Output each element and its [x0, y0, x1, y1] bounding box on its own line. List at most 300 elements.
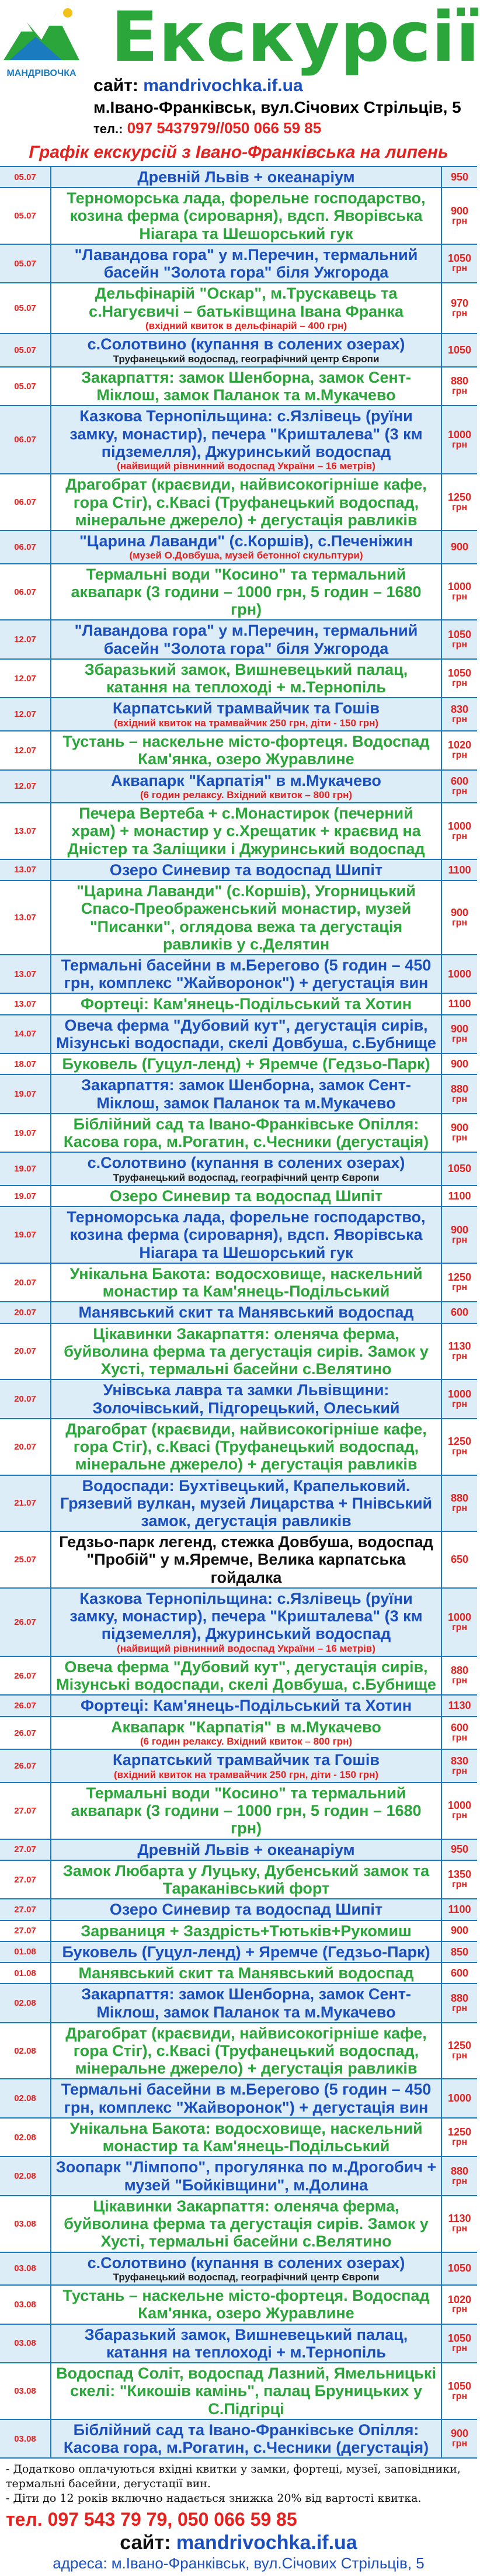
tour-description [51, 2196, 441, 2252]
tour-price [441, 283, 477, 333]
tour-price [441, 531, 477, 563]
price-value: 900 [450, 541, 469, 553]
tour-title[interactable]: Драгобрат (краєвиди, найвисокогірніше кафе, гора Стіг), с.Квасі (Труфанецький водоспад, мінеральне джерело) + дегустація равликів [65, 2024, 427, 2078]
tour-title[interactable]: Термальні води "Косино" та термальний аквапарк (3 години – 1000 грн, 5 годин – 1680 грн) [71, 1784, 422, 1837]
price-currency: грн [451, 678, 468, 689]
tour-date: 06.07 [0, 406, 51, 473]
price-value: 900 [450, 204, 469, 217]
note: - Додатково оплачуються вхідні квитки у замки, фортеці, музеї, заповідники, термальні басейни, дегустації вин. [6, 2463, 461, 2490]
price-currency: грн [451, 2051, 468, 2061]
tour-price [441, 771, 477, 803]
tour-description [51, 660, 441, 697]
tour-date: 19.07 [0, 1075, 51, 1112]
price-value: 970 [450, 297, 469, 309]
price-value: 1000 [447, 2092, 472, 2105]
tour-title[interactable]: Цікавинки Закарпаття: оленяча ферма, буйволина ферма та дегустація сирів. Замок у Хусті, термальні басейни с.Велятино [64, 2197, 429, 2251]
tour-date: 27.07 [0, 1783, 51, 1839]
tour-date: 26.07 [0, 1717, 51, 1749]
table-row [0, 1532, 477, 1589]
tour-description [51, 1963, 441, 1983]
table-row [0, 771, 477, 804]
tour-price [441, 1861, 477, 1898]
tour-date: 12.07 [0, 698, 51, 730]
price-currency: грн [451, 1133, 468, 1143]
phone-label: тел.: [93, 122, 123, 136]
tour-date: 20.07 [0, 1264, 51, 1301]
tour-title[interactable]: Терноморська лада, форельне господарство, козина ферма (сироварня), вдсп. Яворівська Ніагара та Шешорський гук [67, 1208, 426, 1261]
price-value: 1250 [447, 2126, 472, 2138]
tour-date: 01.08 [0, 1942, 51, 1962]
tour-description [51, 531, 441, 563]
footer-phone [6, 2509, 471, 2530]
tour-date: 26.07 [0, 1696, 51, 1715]
tour-date: 02.08 [0, 2023, 51, 2079]
price-currency: грн [451, 2224, 468, 2234]
tour-description [51, 188, 441, 244]
tour-title[interactable]: Тустань – наскельне місто-фортеця. Водоспад Кам'янка, озеро Журавлине [62, 733, 430, 768]
table-row [0, 1717, 477, 1750]
price-currency: грн [451, 1235, 468, 1245]
tour-date: 05.07 [0, 283, 51, 333]
tour-date: 20.07 [0, 1302, 51, 1322]
price-value: 600 [450, 1722, 469, 1734]
tour-description [51, 1783, 441, 1839]
phone-line [93, 119, 321, 137]
tour-title[interactable]: Термальні басейни в м.Берегово (5 годин – 450 грн, комплекс "Жайворонок") + дегустація вин [61, 2081, 432, 2116]
tour-title[interactable]: с.Солотвино (купання в солених озерах) [87, 2253, 405, 2272]
table-row [0, 698, 477, 731]
tour-description [51, 1921, 441, 1941]
table-row [0, 881, 477, 955]
tour-description [51, 1075, 441, 1112]
tour-title[interactable]: Зоопарк "Лімпопо", прогулянка по м.Дрогобич + музей "Бойківщини", м.Долина [55, 2158, 437, 2194]
price-currency: грн [451, 2176, 468, 2186]
tour-date: 20.07 [0, 1380, 51, 1417]
tour-price [441, 1717, 477, 1749]
tour-title[interactable]: Збаразький замок, Вишневецький палац, катання на теплоході + м.Тернопіль [84, 2325, 408, 2361]
tour-title[interactable]: Манявський скит та Манявський водоспад [78, 1964, 414, 1982]
tour-date: 27.07 [0, 1899, 51, 1919]
tour-title[interactable]: Аквапарк "Карпатія" в м.Мукачево [111, 771, 381, 789]
tour-description [51, 620, 441, 658]
tour-price [441, 2023, 477, 2079]
footer-site [6, 2532, 471, 2554]
tour-title[interactable]: Печера Вертеба + с.Монастирок (печерний храм) + монастир у с.Хрещатик + краєвид на Дністер та Заліщики і Джуринський водоспад [67, 805, 425, 858]
note: - Діти до 12 років включно надається знижка 20% від вартості квитка. [6, 2491, 422, 2505]
tour-description [51, 564, 441, 620]
tour-title[interactable]: с.Солотвино (купання в солених озерах) [87, 1154, 405, 1172]
tour-date: 05.07 [0, 167, 51, 187]
price-currency: грн [451, 750, 468, 761]
footer-phone-numbers[interactable]: 097 543 79 79, 050 066 59 85 [47, 2509, 297, 2530]
price-currency: грн [451, 2137, 468, 2148]
tour-date: 18.07 [0, 1054, 51, 1074]
tour-price [441, 698, 477, 730]
price-value: 650 [450, 1554, 469, 1566]
tour-description [51, 1942, 441, 1962]
tour-description [51, 2286, 441, 2323]
tour-title[interactable]: Унікальна Бакота: водосховище, наскельний монастир та Кам'янець-Подільський [69, 2119, 423, 2155]
tour-price [441, 2196, 477, 2252]
tour-description [51, 2325, 441, 2362]
tour-price [441, 564, 477, 620]
tour-title[interactable]: Термальні басейни в м.Берегово (5 годин – 450 грн, комплекс "Жайворонок") + дегустація вин [61, 956, 432, 992]
price-value: 850 [450, 1946, 469, 1958]
tour-title[interactable]: Древній Львів + океанаріум [137, 168, 355, 186]
table-row [0, 1696, 477, 1717]
price-currency: грн [451, 1733, 468, 1743]
tour-date: 12.07 [0, 660, 51, 697]
tour-title[interactable]: "Лавандова гора" у м.Перечин, термальний басейн "Золота гора" біля Ужгорода [74, 622, 418, 657]
table-row [0, 1324, 477, 1381]
tour-description [51, 245, 441, 282]
tour-description [51, 1984, 441, 2022]
tour-price [441, 1942, 477, 1962]
tour-title[interactable]: Водоспад Соліт, водоспад Лазний, Ямельницькі скелі: "Кикошів камінь", палац Бруницьких у С.Підгірці [56, 2364, 436, 2418]
table-row [0, 2196, 477, 2253]
tour-date: 19.07 [0, 1186, 51, 1206]
tour-title[interactable]: Карпатський трамвайчик та Гошів [113, 699, 380, 717]
tour-title[interactable]: Унівська лавра та замки Львівщини: Золочівський, Підгорецький, Олеський [92, 1381, 400, 1417]
table-row [0, 1861, 477, 1899]
price-value: 1100 [448, 1904, 471, 1916]
tour-description [51, 2157, 441, 2194]
tour-price [441, 1264, 477, 1301]
tour-price [441, 2079, 477, 2117]
tour-date: 05.07 [0, 188, 51, 244]
price-currency: грн [451, 639, 468, 650]
price-value: 900 [450, 1122, 469, 1134]
tour-description [51, 1899, 441, 1919]
table-row [0, 660, 477, 698]
tour-title[interactable]: Озеро Синевир та водоспад Шипіт [109, 1901, 383, 1919]
tour-price [441, 1589, 477, 1656]
tour-title[interactable]: Закарпаття: замок Шенборна, замок Сент-Міклош, замок Паланок та м.Мукачево [81, 368, 411, 404]
logo [4, 5, 79, 92]
price-currency: грн [451, 592, 468, 602]
tour-price [441, 2157, 477, 2194]
tour-price [441, 167, 477, 187]
tour-title[interactable]: Цікавинки Закарпаття: оленяча ферма, буйволина ферма та дегустація сирів. Замок у Хусті, термальні басейни с.Велятино [64, 1325, 429, 1378]
tour-description [51, 2079, 441, 2117]
tour-description [51, 1324, 441, 1379]
tour-date: 13.07 [0, 955, 51, 993]
table-row [0, 1657, 477, 1696]
table-row [0, 1589, 477, 1657]
schedule-title: Графік екскурсій з Івано-Франківська на липень [29, 143, 448, 162]
tour-description [51, 334, 441, 366]
tour-note: (6 годин релаксу. Вхідний квиток – 800 грн) [140, 1735, 353, 1747]
phone-numbers[interactable]: 097 5437979//050 066 59 85 [127, 119, 322, 137]
tour-title[interactable]: Тустань – наскельне місто-фортеця. Водоспад Кам'янка, озеро Журавлине [62, 2287, 430, 2322]
table-row [0, 1899, 477, 1920]
tour-date: 03.08 [0, 2325, 51, 2362]
price-value: 1250 [447, 1271, 472, 1284]
table-row [0, 367, 477, 406]
price-value: 1050 [447, 1163, 472, 1175]
tour-price [441, 1984, 477, 2022]
tour-title[interactable]: "Царина Лаванди" (с.Коршів), Угорницький Спасо-Преображенський монастир, музей "Писанки", оглядова вежа та дегустація равликів у с.Делятин [76, 882, 416, 953]
tour-price [441, 731, 477, 769]
price-currency: грн [451, 786, 468, 796]
tour-title[interactable]: Термальні води "Косино" та термальний аквапарк (3 години – 1000 грн, 5 годин – 1680 грн) [71, 565, 422, 619]
tour-description [51, 1380, 441, 1417]
table-row [0, 283, 477, 334]
tour-date: 02.08 [0, 2157, 51, 2194]
site-line [93, 76, 303, 96]
tour-description [51, 1476, 441, 1531]
tour-note: Труфанецький водоспад, географічний центр Європи [113, 2271, 380, 2283]
tour-title[interactable]: Гедзьо-парк легенд, стежка Довбуша, водоспад "Пробій" у м.Яремче, Велика карпатська гойдалка [59, 1533, 433, 1586]
tour-price [441, 881, 477, 954]
tour-title[interactable]: Карпатський трамвайчик та Гошів [113, 1751, 380, 1769]
tour-date: 19.07 [0, 1153, 51, 1185]
price-currency: грн [451, 439, 468, 450]
tour-title[interactable]: Древній Львів + океанаріум [137, 1840, 355, 1859]
tour-price [441, 1840, 477, 1860]
table-row [0, 2119, 477, 2157]
price-value: 1020 [447, 739, 472, 751]
tour-title[interactable]: Озеро Синевир та водоспад Шипіт [109, 861, 383, 879]
tour-note: (6 годин релаксу. Вхідний квиток – 800 грн) [140, 789, 353, 800]
tour-price [441, 2325, 477, 2362]
price-currency: грн [451, 1766, 468, 1776]
tour-price [441, 1324, 477, 1379]
tour-description [51, 994, 441, 1014]
tour-note: Труфанецький водоспад, географічний центр Європи [113, 353, 380, 365]
tour-title[interactable]: Драгобрат (краєвиди, найвисокогірніше кафе, гора Стіг), с.Квасі (Труфанецький водоспад, мінеральне джерело) + дегустація равликів [65, 1420, 427, 1474]
tour-title[interactable]: Фортеці: Кам'янець-Подільський та Хотин [80, 1697, 412, 1715]
tour-date: 13.07 [0, 881, 51, 954]
tour-title[interactable]: Збаразький замок, Вишневецький палац, катання на теплоході + м.Тернопіль [84, 660, 408, 696]
tour-price [441, 1075, 477, 1112]
tour-title[interactable]: Терноморська лада, форельне господарство, козина ферма (сироварня), вдсп. Яворівська Ніагара та Шешорський гук [67, 189, 426, 242]
price-value: 880 [450, 1992, 469, 2004]
tour-title[interactable]: Зарваниця + Заздрість+Тютьків+Рукомиш [81, 1922, 412, 1940]
table-row [0, 2420, 477, 2459]
tour-description [51, 2119, 441, 2156]
site-link[interactable]: mandrivochka.if.ua [143, 76, 303, 95]
tour-title[interactable]: Закарпаття: замок Шенборна, замок Сент-Міклош, замок Паланок та м.Мукачево [81, 1076, 411, 1112]
table-row [0, 188, 477, 245]
tour-price [441, 2119, 477, 2156]
tour-date: 03.08 [0, 2420, 51, 2457]
tour-description [51, 167, 441, 187]
tour-description [51, 955, 441, 993]
table-row [0, 2325, 477, 2363]
tour-date: 27.07 [0, 1861, 51, 1898]
tour-description [51, 2363, 441, 2419]
price-value: 830 [450, 703, 469, 715]
price-currency: грн [451, 264, 468, 274]
tour-title[interactable]: "Царина Лаванди" (с.Коршів), с.Печеніжин [79, 532, 413, 550]
tour-price [441, 2420, 477, 2457]
table-row [0, 245, 477, 283]
tour-date: 05.07 [0, 334, 51, 366]
tour-date: 03.08 [0, 2196, 51, 2252]
tour-date: 26.07 [0, 1657, 51, 1694]
tour-title[interactable]: Овеча ферма "Дубовий кут", дегустація сирів, Мізунські водоспади, скелі Довбуша, с.Бубнище [56, 1658, 436, 1694]
tour-title[interactable]: с.Солотвино (купання в солених озерах) [87, 335, 405, 353]
tour-description [51, 1840, 441, 1860]
price-value: 880 [450, 1083, 469, 1095]
tour-price [441, 367, 477, 405]
table-row [0, 2079, 477, 2118]
tour-note: (вхідний квиток на трамвайчик 250 грн, діти - 150 грн) [113, 1769, 379, 1780]
tour-title[interactable]: Аквапарк "Карпатія" в м.Мукачево [111, 1718, 381, 1736]
tour-price [441, 1750, 477, 1782]
tour-title[interactable]: Закарпаття: замок Шенборна, замок Сент-Міклош, замок Паланок та м.Мукачево [81, 1985, 411, 2021]
tour-description [51, 406, 441, 473]
tour-title[interactable]: Замок Любарта у Луцьку, Дубенський замок та Тараканівський форт [62, 1861, 430, 1898]
price-value: 1050 [447, 252, 472, 265]
tour-price [441, 474, 477, 530]
tour-title[interactable]: Фортеці: Кам'янець-Подільський та Хотин [80, 995, 412, 1013]
tour-price [441, 1783, 477, 1839]
tour-price [441, 245, 477, 282]
tour-description [51, 474, 441, 530]
tour-date: 03.08 [0, 2286, 51, 2323]
tour-description [51, 1861, 441, 1898]
tour-title[interactable]: Унікальна Бакота: водосховище, наскельний монастир та Кам'янець-Подільський [69, 1264, 423, 1301]
tour-date: 02.08 [0, 1984, 51, 2022]
tour-title[interactable]: Казкова Тернопільщина: с.Язлівець (руїни замку, монастир), печера "Кришталева" (3 км підземелля), Джуринський водоспад [69, 1589, 423, 1643]
table-row [0, 620, 477, 659]
tour-price [441, 1207, 477, 1263]
tour-note: (найвищий рівнинний водоспад України – 16 метрів) [117, 1642, 375, 1654]
tour-price [441, 1114, 477, 1152]
tour-note: (вхідний квиток на трамвайчик 250 грн, діти - 150 грн) [113, 717, 379, 729]
tour-title[interactable]: Манявський скит та Манявський водоспад [78, 1303, 414, 1322]
tour-note: Труфанецький водоспад, географічний центр Європи [113, 1171, 380, 1183]
price-currency: грн [451, 2003, 468, 2013]
tour-price [441, 1921, 477, 1941]
tour-description [51, 803, 441, 859]
table-row [0, 167, 477, 188]
tour-price [441, 1186, 477, 1206]
tour-date: 13.07 [0, 803, 51, 859]
tour-title[interactable]: "Лавандова гора" у м.Перечин, термальний басейн "Золота гора" біля Ужгорода [74, 245, 418, 282]
tour-date: 12.07 [0, 771, 51, 803]
price-currency: грн [451, 502, 468, 512]
price-value: 600 [450, 775, 469, 787]
price-value: 880 [450, 375, 469, 387]
price-currency: грн [451, 1880, 468, 1890]
table-row [0, 1419, 477, 1476]
footer-site-label: сайт: [120, 2532, 171, 2554]
tour-date: 05.07 [0, 367, 51, 405]
table-row [0, 1302, 477, 1323]
page-title: Екскурсії [111, 0, 480, 77]
price-currency: грн [451, 1811, 468, 1821]
table-row [0, 2023, 477, 2080]
price-value: 1100 [448, 998, 471, 1010]
tour-title[interactable]: Біблійний сад та Івано-Франківське Опілля: Касова гора, м.Рогатин, с.Чесники (дегустація) [63, 1115, 429, 1151]
price-currency: грн [451, 714, 468, 724]
tour-description [51, 1153, 441, 1185]
price-value: 1100 [448, 1190, 471, 1202]
tour-title[interactable]: Казкова Тернопільщина: с.Язлівець (руїни замку, монастир), печера "Кришталева" (3 км підземелля), Джуринський водоспад [69, 407, 423, 460]
table-row [0, 1963, 477, 1984]
tour-title[interactable]: Дельфінарій "Оскар", м.Трускавець та с.Нагуєвичі – батьківщина Івана Франка [89, 285, 404, 320]
table-row [0, 1153, 477, 1186]
tour-note: (вхідний квиток в дельфінарій – 400 грн) [145, 320, 347, 331]
tour-date: 27.07 [0, 1840, 51, 1860]
tour-description [51, 731, 441, 769]
price-value: 1000 [447, 1611, 472, 1623]
tour-description [51, 283, 441, 333]
price-currency: грн [451, 1282, 468, 1293]
tour-title[interactable]: Овеча ферма "Дубовий кут", дегустація сирів, Мізунські водоспади, скелі Довбуша, с.Бубнище [56, 1016, 436, 1052]
price-value: 1250 [447, 491, 472, 503]
table-row [0, 2157, 477, 2196]
tour-price [441, 1696, 477, 1715]
footer-address: адреса: м.Івано-Франківськ, вул.Січових Стрільців, 5 [53, 2554, 425, 2572]
price-currency: грн [451, 308, 468, 318]
price-value: 880 [450, 1492, 469, 1504]
table-row [0, 1476, 477, 1533]
tour-price [441, 2363, 477, 2419]
table-row [0, 860, 477, 881]
table-row [0, 1380, 477, 1419]
tour-title[interactable]: Озеро Синевир та водоспад Шипіт [109, 1187, 383, 1205]
price-value: 1050 [447, 2380, 472, 2392]
table-row [0, 955, 477, 994]
tour-date: 02.08 [0, 2079, 51, 2117]
tour-date: 14.07 [0, 1015, 51, 1053]
price-value: 1000 [447, 1800, 472, 1812]
tour-note: (найвищий рівнинний водоспад України – 16 метрів) [117, 460, 375, 472]
table-row [0, 564, 477, 621]
tour-date: 26.07 [0, 1589, 51, 1656]
price-value: 1250 [447, 1436, 472, 1448]
tour-title[interactable]: Водоспади: Бухтівецький, Крапельковий. Грязевий вулкан, музей Лицарства + Пнівський замок, дегустація равликів [60, 1476, 433, 1530]
tour-title[interactable]: Драгобрат (краєвиди, найвисокогірніше кафе, гора Стіг), с.Квасі (Труфанецький водоспад, мінеральне джерело) + дегустація равликів [65, 476, 427, 529]
tour-date: 13.07 [0, 994, 51, 1014]
tour-description [51, 860, 441, 880]
tour-date: 01.08 [0, 1963, 51, 1983]
tour-price [441, 406, 477, 473]
footer-site-link[interactable]: mandrivochka.if.ua [176, 2532, 357, 2554]
tour-price [441, 1963, 477, 1983]
tour-price [441, 1532, 477, 1587]
table-row [0, 1207, 477, 1264]
price-currency: грн [451, 1676, 468, 1686]
price-value: 1050 [447, 344, 472, 356]
tour-price [441, 1657, 477, 1694]
table-row [0, 1750, 477, 1783]
price-value: 900 [450, 1925, 469, 1937]
tour-title[interactable]: Буковель (Гуцул-ленд) + Яремче (Гедзьо-Парк) [62, 1943, 430, 1961]
tour-description [51, 2253, 441, 2285]
price-currency: грн [451, 1399, 468, 1409]
tour-price [441, 994, 477, 1014]
tour-description [51, 1419, 441, 1475]
tour-title[interactable]: Біблійний сад та Івано-Франківське Опілля: Касова гора, м.Рогатин, с.Чесники (дегустація) [63, 2421, 429, 2457]
price-value: 880 [450, 2165, 469, 2177]
tour-title[interactable]: Буковель (Гуцул-ленд) + Яремче (Гедзьо-Парк) [62, 1055, 430, 1073]
tour-description [51, 1264, 441, 1301]
tour-date: 06.07 [0, 474, 51, 530]
tour-price [441, 188, 477, 244]
logo-name: МАНДРІВОЧКА [6, 68, 76, 78]
price-value: 600 [450, 1967, 469, 1979]
table-row [0, 731, 477, 770]
tour-description [51, 2023, 441, 2079]
tour-description [51, 1750, 441, 1782]
price-value: 1050 [447, 667, 472, 679]
header [0, 0, 480, 167]
